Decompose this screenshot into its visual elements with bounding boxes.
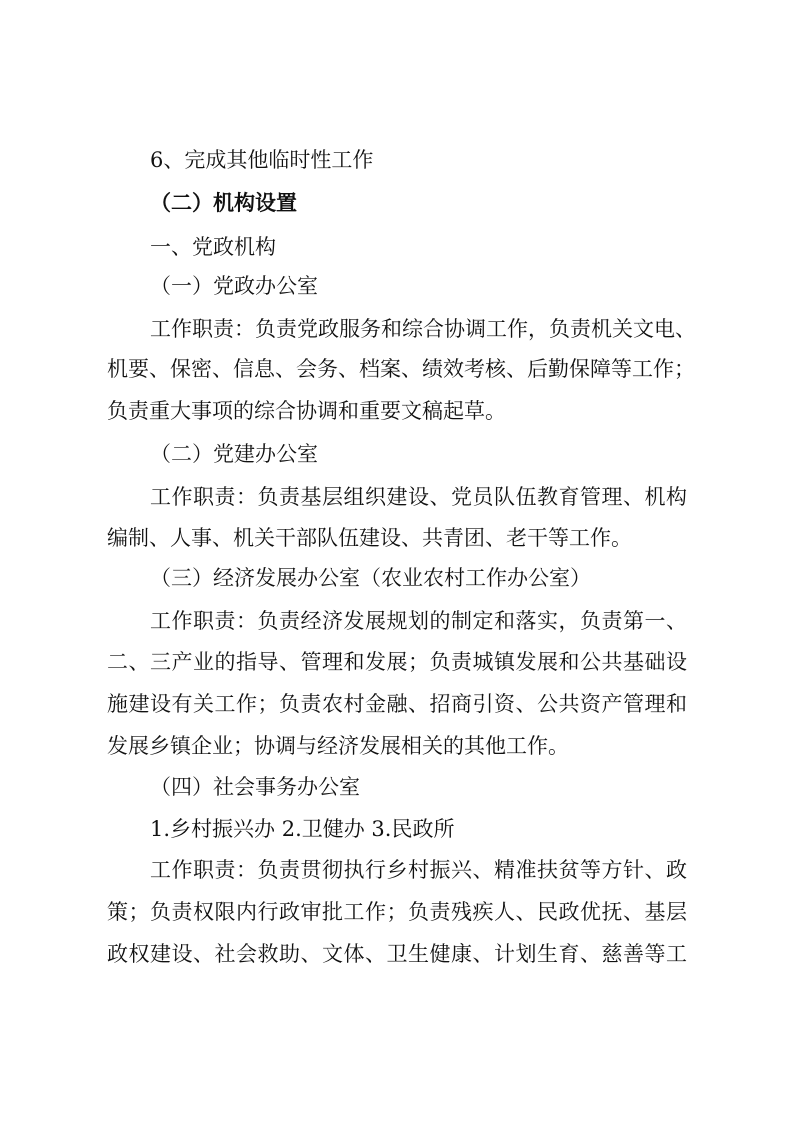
office-1-duty-line: 工作职责：负责党政服务和综合协调工作，负责机关文电、 — [150, 317, 696, 341]
office-3-duty-line: 施建设有关工作；负责农村金融、招商引资、公共资产管理和 — [107, 692, 687, 716]
item-6-text: 6、完成其他临时性工作 — [150, 148, 374, 172]
office-4-duty-line: 工作职责：负责贯彻执行乡村振兴、精准扶贫等方针、政 — [150, 858, 687, 882]
office-4-duty-line: 政权建设、社会救助、文体、卫生健康、计划生育、慈善等工 — [107, 942, 687, 966]
office-1-duty-line: 机要、保密、信息、会务、档案、绩效考核、后勤保障等工作； — [107, 357, 695, 381]
office-3-duty-line: 工作职责：负责经济发展规划的制定和落实，负责第一、 — [150, 609, 687, 633]
office-4-title: （四）社会事务办公室 — [150, 775, 360, 799]
section-heading: （二）机构设置 — [150, 191, 297, 215]
office-3-duty-line: 二、三产业的指导、管理和发展；负责城镇发展和公共基础设 — [107, 650, 687, 674]
office-4-sub-units: 1.乡村振兴办 2.卫健办 3.民政所 — [150, 817, 455, 841]
office-3-title: （三）经济发展办公室（农业农村工作办公室） — [150, 566, 591, 590]
office-2-duty-line: 编制、人事、机关干部队伍建设、共青团、老干等工作。 — [107, 526, 632, 550]
office-1-title: （一）党政办公室 — [150, 274, 318, 298]
office-4-duty-line: 策；负责权限内行政审批工作；负责残疾人、民政优抚、基层 — [107, 900, 687, 924]
office-2-duty-line: 工作职责：负责基层组织建设、党员队伍教育管理、机构 — [150, 485, 687, 509]
office-2-title: （二）党建办公室 — [150, 442, 318, 466]
subsection-title: 一、党政机构 — [150, 235, 276, 259]
office-1-duty-line: 负责重大事项的综合协调和重要文稿起草。 — [107, 399, 506, 423]
office-3-duty-line: 发展乡镇企业；协调与经济发展相关的其他工作。 — [107, 734, 569, 758]
